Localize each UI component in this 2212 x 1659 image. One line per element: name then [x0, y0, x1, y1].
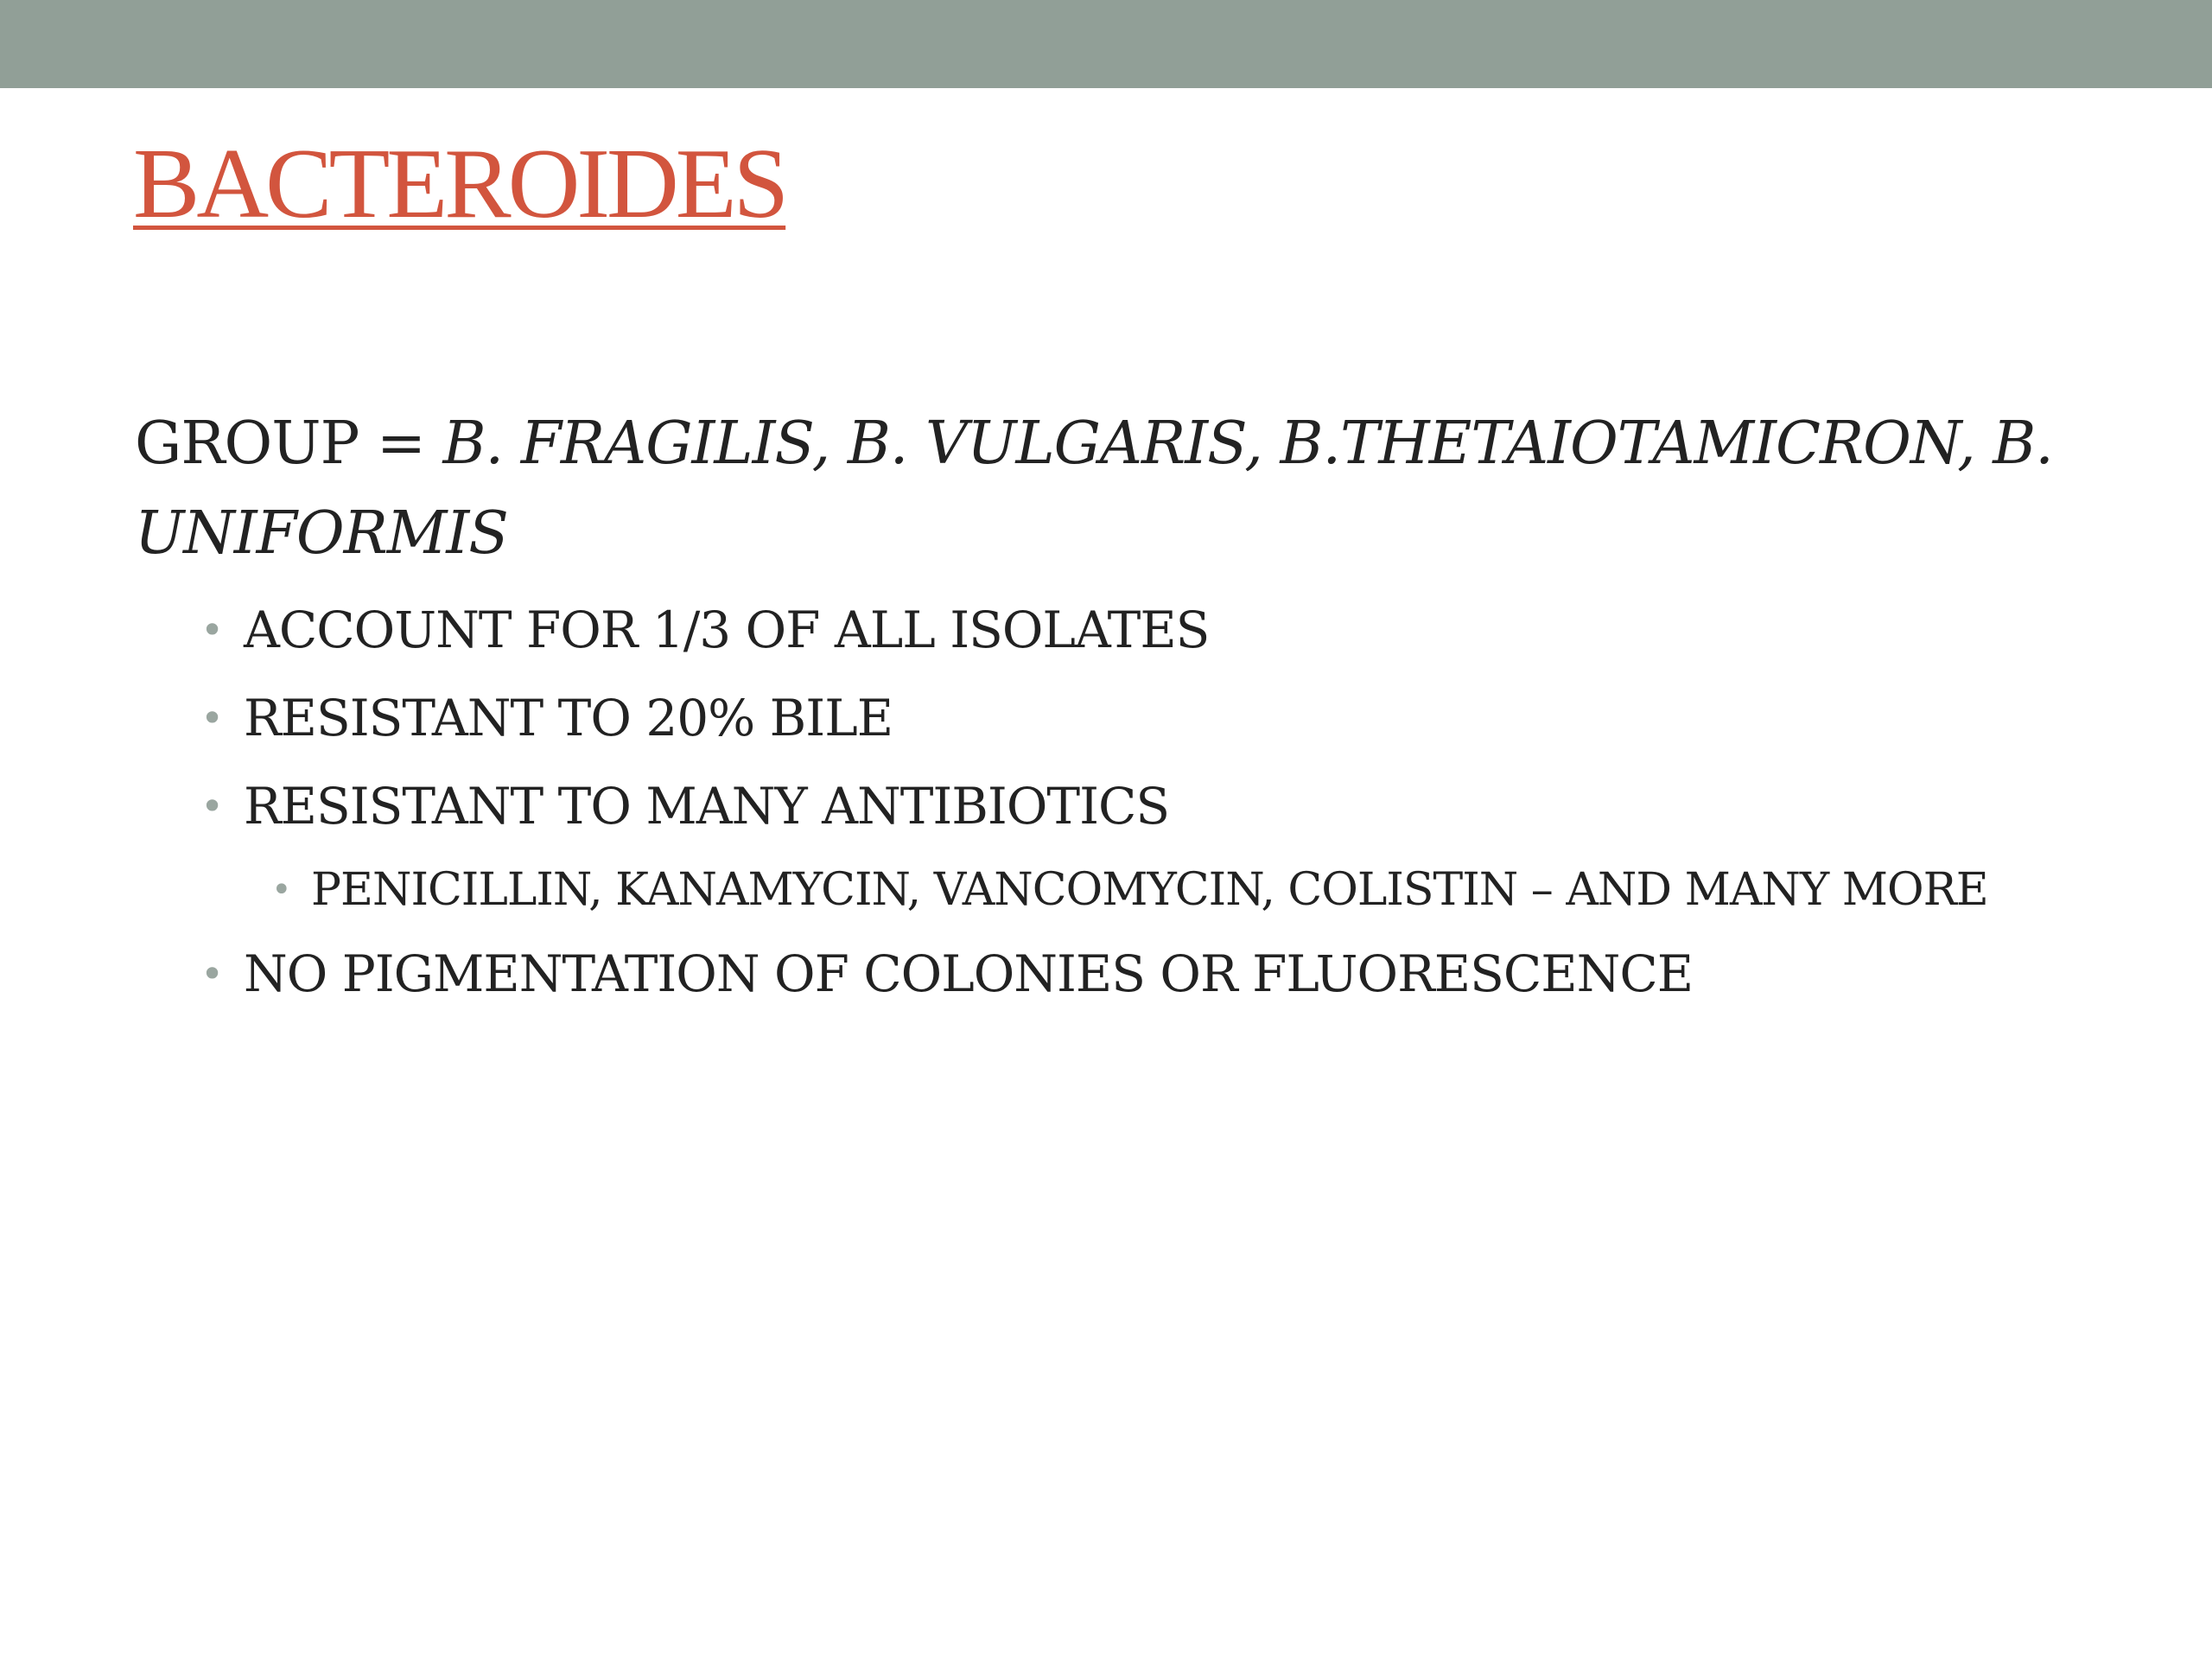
- top-accent-band: [0, 0, 2212, 88]
- sub-bullet-item-antibiotic-names: [244, 850, 2096, 930]
- sub-bullet-text: PENICILLIN, KANAMYCIN, VANCOMYCIN, COLISTIN – AND MANY MORE: [311, 864, 1988, 916]
- bullet-list: [135, 586, 2096, 1018]
- bullet-item-antibiotics: [135, 762, 2096, 930]
- sub-bullet-dot-icon: •: [271, 870, 291, 910]
- bullet-text: RESISTANT TO MANY ANTIBIOTICS: [244, 777, 1170, 836]
- bullet-dot-icon: •: [200, 695, 224, 741]
- group-species: B. FRAGILIS, B. VULGARIS, B.THETAIOTAMICRON, B. UNIFORMIS: [135, 410, 2053, 568]
- slide-title: BACTEROIDES: [133, 129, 786, 239]
- group-line: [135, 399, 2096, 579]
- bullet-text: NO PIGMENTATION OF COLONIES OR FLUORESCENCE: [244, 944, 1694, 1003]
- bullet-item-isolates: [135, 586, 2096, 674]
- bullet-dot-icon: •: [200, 950, 224, 997]
- bullet-text: RESISTANT TO 20% BILE: [244, 689, 893, 747]
- group-label: GROUP =: [135, 410, 443, 478]
- bullet-text: ACCOUNT FOR 1/3 OF ALL ISOLATES: [244, 601, 1210, 659]
- slide-body: [135, 399, 2096, 1018]
- sub-bullet-list: [244, 850, 2096, 930]
- bullet-item-pigmentation: [135, 930, 2096, 1018]
- bullet-item-bile: [135, 674, 2096, 762]
- bullet-dot-icon: •: [200, 607, 224, 653]
- bullet-dot-icon: •: [200, 783, 224, 830]
